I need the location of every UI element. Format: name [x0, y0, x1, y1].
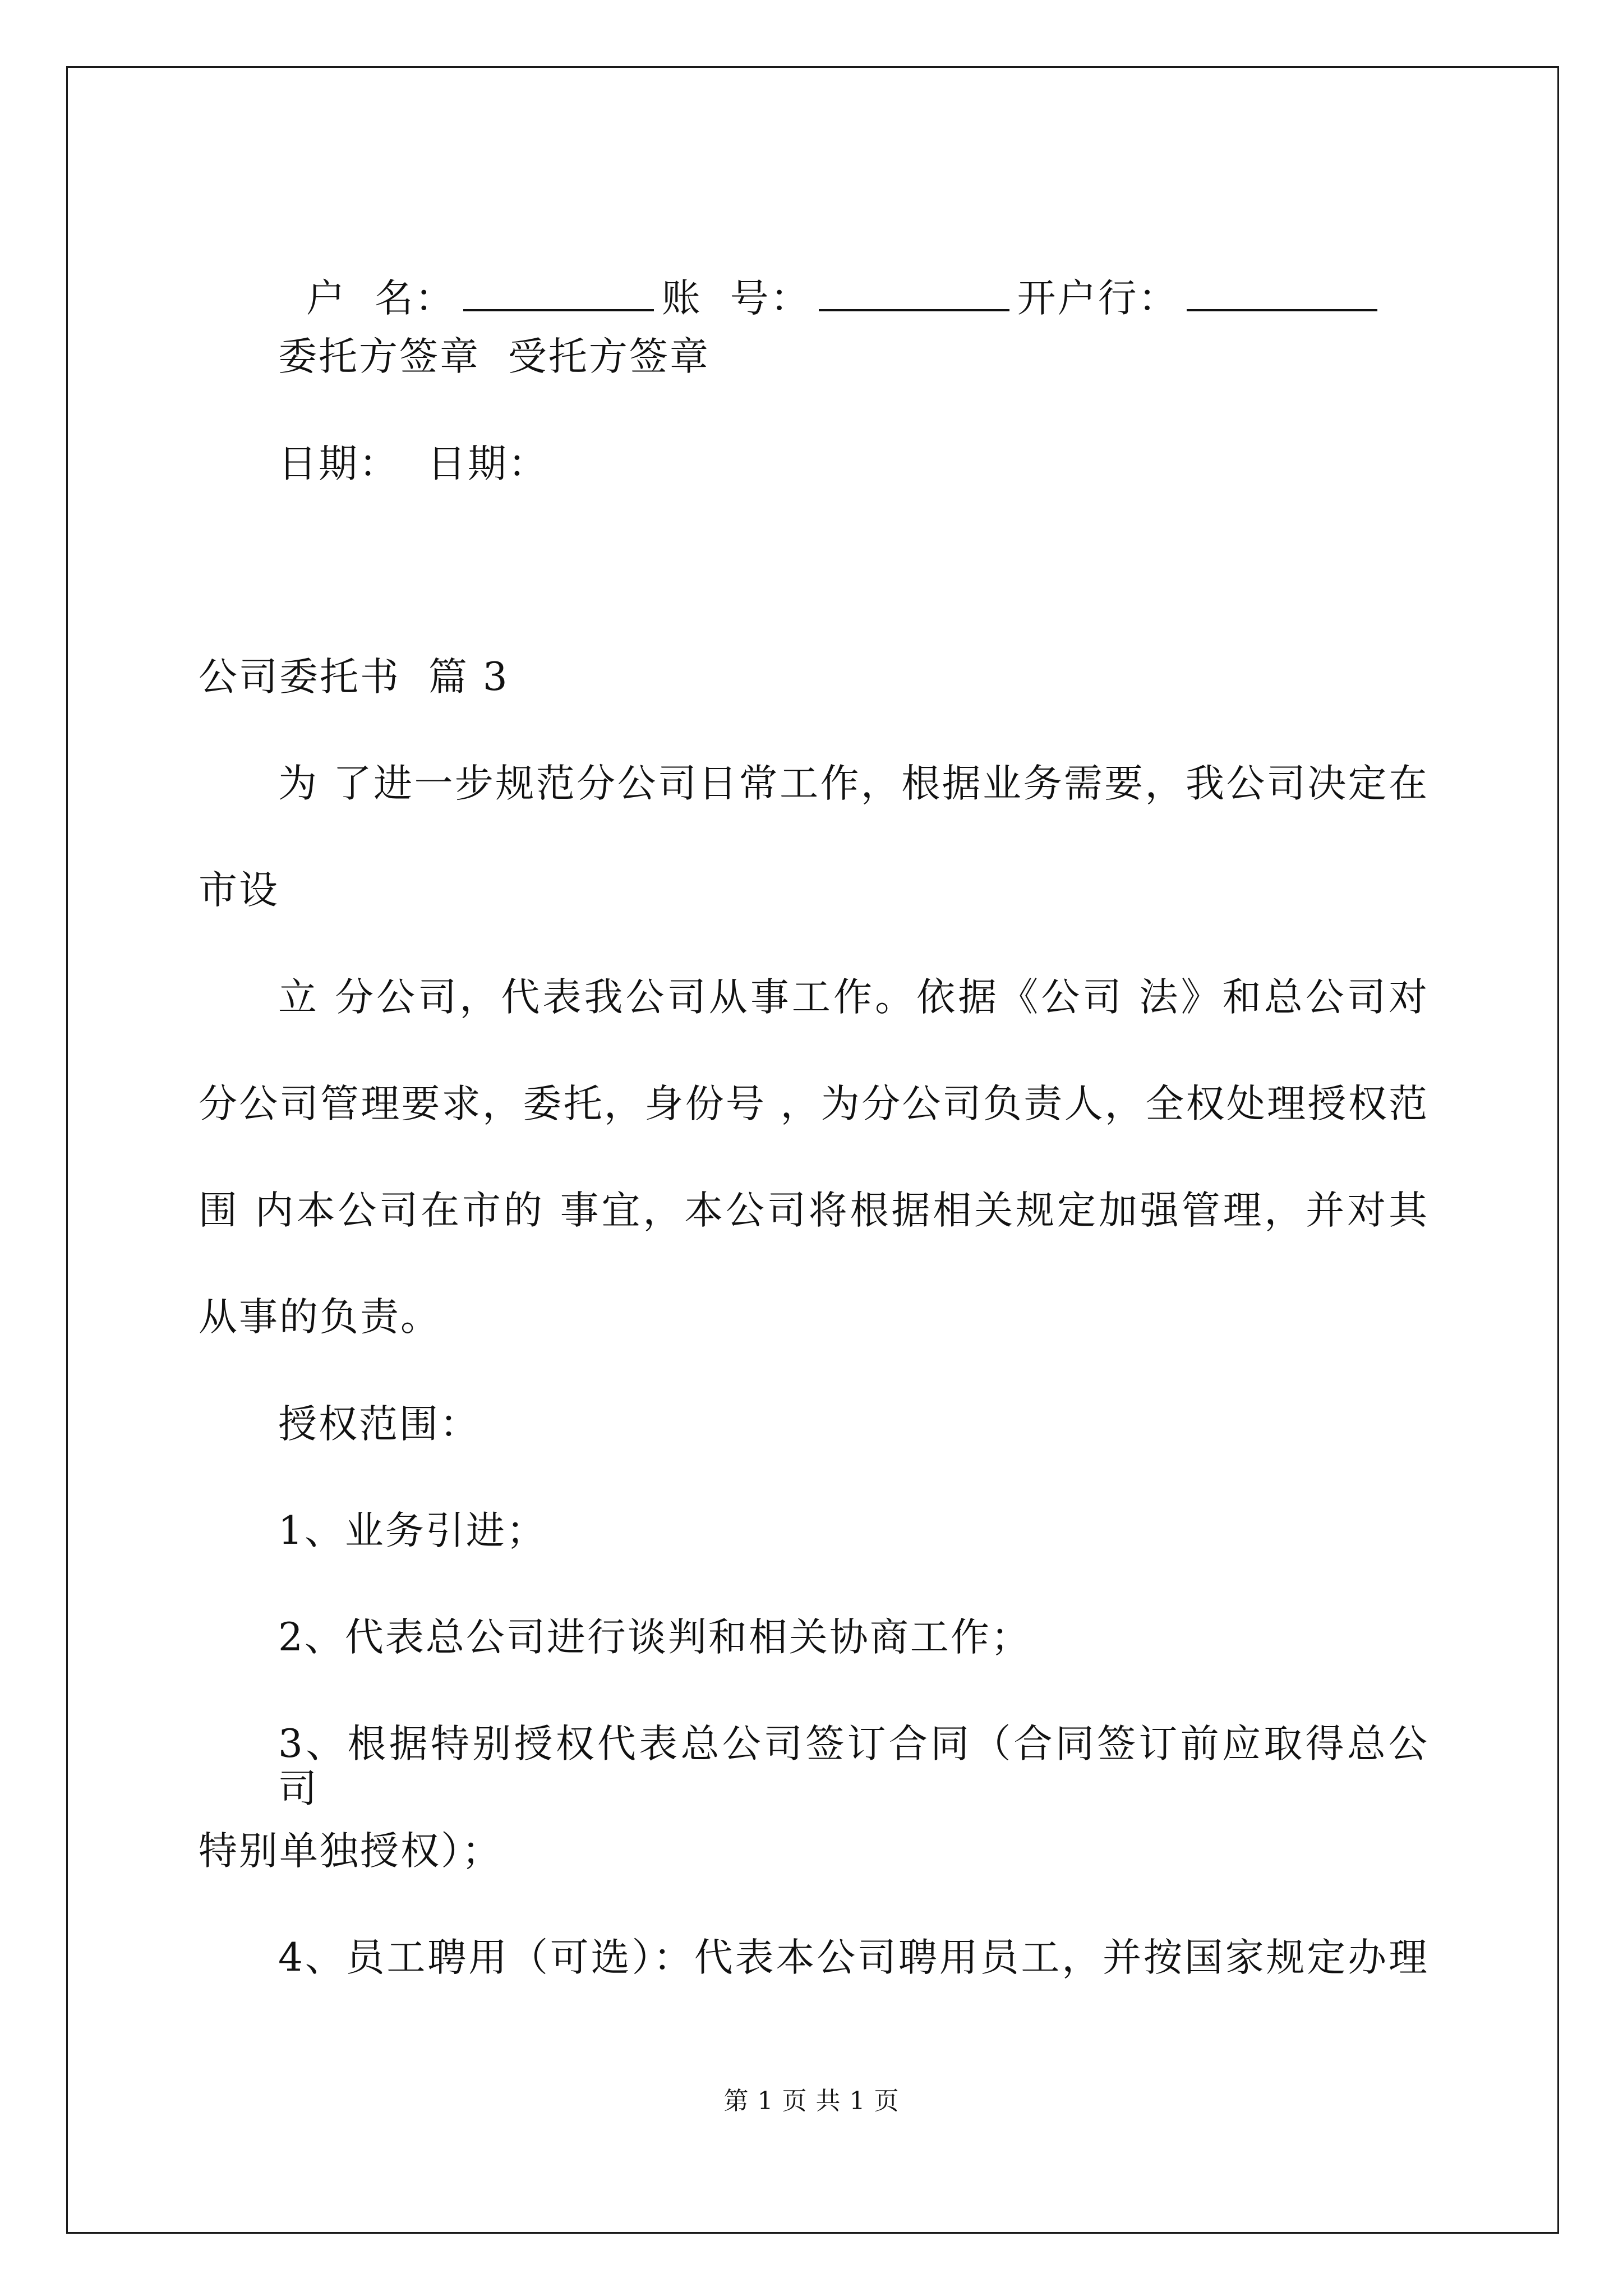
- account-number-label: 账 号：: [661, 276, 811, 321]
- signature-line: 委托方签章 受托方签章: [278, 334, 710, 379]
- paragraph-1-line-1: 为 了进一步规范分公司日常工作，根据业务需要，我公司决定在: [278, 761, 1429, 806]
- account-number-blank: [819, 277, 1009, 311]
- paragraph-2-line-2: 分公司管理要求，委托，身份号 ，为分公司负责人，全权处理授权范: [199, 1082, 1429, 1126]
- date-line: 日期： 日期：: [278, 441, 548, 486]
- section-title: 公司委托书 篇 3: [199, 655, 509, 700]
- list-item-4-line-1: 4、员工聘用（可选）：代表本公司聘用员工，并按国家规定办理: [278, 1935, 1429, 1980]
- scope-heading: 授权范围：: [278, 1402, 480, 1447]
- page-border: [66, 66, 1559, 2234]
- account-name-label: 户 名：: [306, 276, 455, 321]
- bank-blank: [1187, 277, 1377, 311]
- paragraph-2-line-4: 从事的负责。: [199, 1295, 441, 1340]
- header-fields-row: [278, 231, 1385, 321]
- page-footer: 第 1 页 共 1 页: [723, 2087, 900, 2115]
- paragraph-2-line-3: 围 内本公司在市的 事宜，本公司将根据相关规定加强管理，并对其: [199, 1188, 1429, 1233]
- list-item-3-line-1: 3、根据特别授权代表总公司签订合同（合同签订前应取得总公司: [278, 1722, 1429, 1811]
- list-item-2: 2、代表总公司进行谈判和相关协商工作；: [278, 1615, 1031, 1660]
- list-item-1: 1、业务引进；: [278, 1508, 547, 1553]
- account-name-blank: [463, 277, 654, 311]
- list-item-3-line-2: 特别单独授权）；: [199, 1829, 502, 1874]
- bank-label: 开户行：: [1017, 276, 1179, 321]
- paragraph-2-line-1: 立 分公司，代表我公司从事工作。依据《公司 法》和总公司对: [278, 975, 1429, 1020]
- paragraph-1-line-2: 市设: [199, 868, 279, 913]
